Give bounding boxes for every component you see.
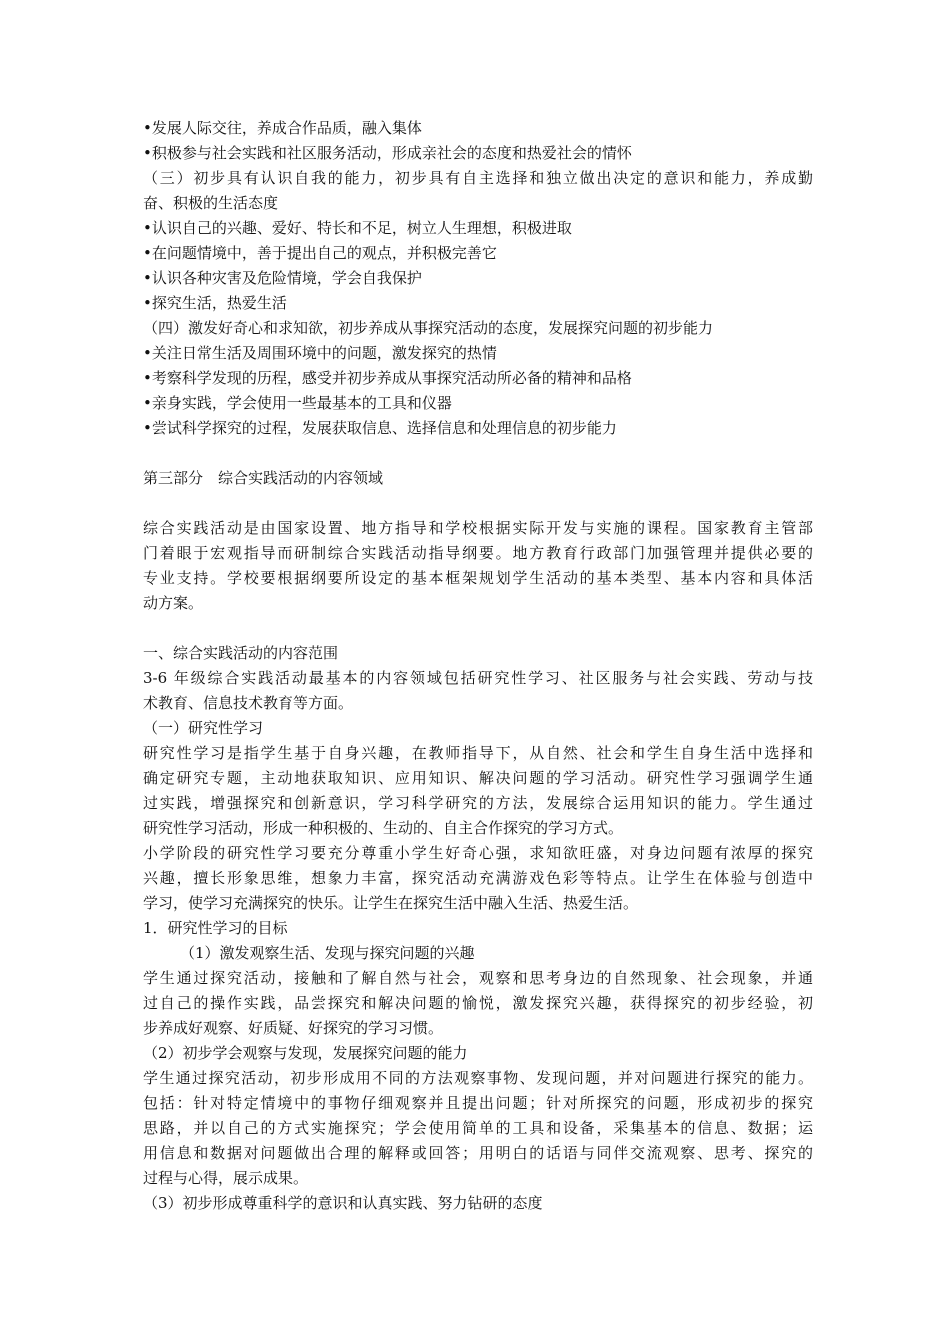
bullet-item: •尝试科学探究的过程，发展获取信息、选择信息和处理信息的初步能力 (143, 419, 617, 437)
paragraph-line: 研究性学习活动，形成一种积极的、生动的、自主合作探究的学习方式。 (143, 819, 624, 837)
subsection-heading: （一）研究性学习 (143, 719, 264, 737)
bullet-item: •亲身实践，学会使用一些最基本的工具和仪器 (143, 394, 452, 412)
paragraph-line: 3-6 年级综合实践活动最基本的内容领域包括研究性学习、社区服务与社会实践、劳动与技 (143, 669, 813, 687)
paragraph-line: 综合实践活动是由国家设置、地方指导和学校根据实际开发与实施的课程。国家教育主管部 (143, 519, 813, 537)
paragraph-line: 过自己的操作实践，品尝探究和解决问题的愉悦，激发探究兴趣，获得探究的初步经验，初 (143, 994, 813, 1012)
numbered-heading: 1．研究性学习的目标 (143, 919, 288, 937)
paragraph-line: 过程与心得，展示成果。 (143, 1169, 309, 1187)
bullet-item: •关注日常生活及周围环境中的问题，激发探究的热情 (143, 344, 497, 362)
paragraph-line: 专业支持。学校要根据纲要所设定的基本框架规划学生活动的基本类型、基本内容和具体活 (143, 569, 813, 587)
bullet-item: •考察科学发现的历程，感受并初步养成从事探究活动所必备的精神和品格 (143, 369, 632, 387)
subsection-heading: 一、综合实践活动的内容范围 (143, 644, 339, 662)
bullet-item: •探究生活，热爱生活 (143, 294, 287, 312)
paragraph-line: 兴趣，擅长形象思维，想象力丰富，探究活动充满游戏色彩等特点。让学生在体验与创造中 (143, 869, 813, 887)
paragraph-line: 动方案。 (143, 594, 204, 612)
bullet-item: •认识各种灾害及危险情境，学会自我保护 (143, 269, 422, 287)
paragraph-line: 学习，使学习充满探究的快乐。让学生在探究生活中融入生活、热爱生活。 (143, 894, 639, 912)
paragraph-line: 过实践，增强探究和创新意识，学习科学研究的方法，发展综合运用知识的能力。学生通过 (143, 794, 813, 812)
numbered-subheading: （1）激发观察生活、发现与探究问题的兴趣 (180, 944, 475, 962)
paragraph-line: 确定研究专题，主动地获取知识、应用知识、解决问题的学习活动。研究性学习强调学生通 (143, 769, 813, 787)
paragraph-line: 用信息和数据对问题做出合理的解释或回答；用明白的话语与同伴交流观察、思考、探究的 (143, 1144, 813, 1162)
section-heading-cont: 奋、积极的生活态度 (143, 194, 279, 212)
bullet-item: •积极参与社会实践和社区服务活动，形成亲社会的态度和热爱社会的情怀 (143, 144, 632, 162)
paragraph-line: 门着眼于宏观指导而研制综合实践活动指导纲要。地方教育行政部门加强管理并提供必要的 (143, 544, 813, 562)
paragraph-line: 术教育、信息技术教育等方面。 (143, 694, 354, 712)
bullet-item: •发展人际交往，养成合作品质，融入集体 (143, 119, 422, 137)
paragraph-line: 思路，并以自己的方式实施探究；学会使用简单的工具和设备，采集基本的信息、数据；运 (143, 1119, 813, 1137)
paragraph-line: 包括：针对特定情境中的事物仔细观察并且提出问题；针对所探究的问题，形成初步的探究 (143, 1094, 813, 1112)
section-heading: （四）激发好奇心和求知欲，初步养成从事探究活动的态度，发展探究问题的初步能力 (143, 319, 714, 337)
paragraph-line: 学生通过探究活动，接触和了解自然与社会，观察和思考身边的自然现象、社会现象，并通 (143, 969, 813, 987)
bullet-item: •在问题情境中，善于提出自己的观点，并积极完善它 (143, 244, 497, 262)
paragraph-line: 步养成好观察、好质疑、好探究的学习习惯。 (143, 1019, 444, 1037)
section-heading: （三）初步具有认识自我的能力，初步具有自主选择和独立做出决定的意识和能力，养成勤 (143, 169, 813, 187)
paragraph-line: 小学阶段的研究性学习要充分尊重小学生好奇心强，求知欲旺盛，对身边问题有浓厚的探究 (143, 844, 813, 862)
numbered-subheading: （2）初步学会观察与发现，发展探究问题的能力 (143, 1044, 468, 1062)
paragraph-line: 学生通过探究活动，初步形成用不同的方法观察事物、发现问题，并对问题进行探究的能力。 (143, 1069, 813, 1087)
part-heading: 第三部分 综合实践活动的内容领域 (143, 469, 384, 487)
numbered-subheading: （3）初步形成尊重科学的意识和认真实践、努力钻研的态度 (143, 1194, 543, 1212)
bullet-item: •认识自己的兴趣、爱好、特长和不足，树立人生理想，积极进取 (143, 219, 572, 237)
paragraph-line: 研究性学习是指学生基于自身兴趣，在教师指导下，从自然、社会和学生自身生活中选择和 (143, 744, 813, 762)
